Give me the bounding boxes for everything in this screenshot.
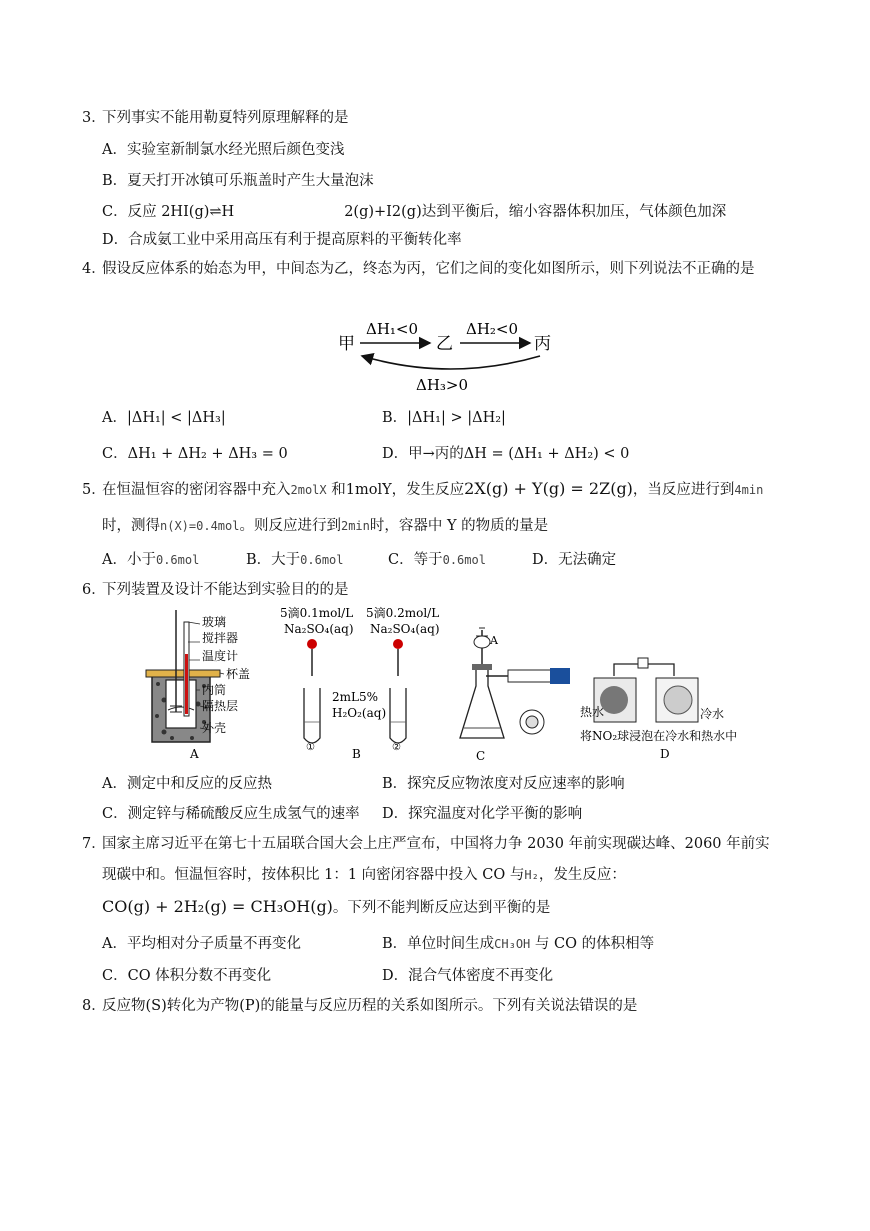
q4-option-d: D．甲→丙的ΔH = (ΔH₁ + ΔH₂) < 0 bbox=[382, 446, 630, 462]
q8-stem: 8．反应物(S)转化为产物(P)的能量与反应历程的关系如图所示。下列有关说法错误的是 bbox=[82, 998, 638, 1014]
q7-line1: 7．国家主席习近平在第七十五届联合国大会上庄严宣布，中国将力争 2030 年前实现碳达峰、2060 年前实 bbox=[82, 836, 770, 852]
q3-option-a: A．实验室新制氯水经光照后颜色变浅 bbox=[102, 142, 345, 158]
caption-b: B bbox=[352, 747, 361, 761]
label-glass: 玻璃 bbox=[202, 615, 227, 629]
q6-figure-a-calorimeter bbox=[142, 604, 282, 764]
label-tube-1: ① bbox=[306, 742, 315, 753]
label-lid: 杯盖 bbox=[226, 667, 251, 681]
label-b-left-2: Na₂SO₄(aq) bbox=[284, 622, 354, 636]
state-bing: 丙 bbox=[534, 334, 551, 354]
q6-option-d: D．探究温度对化学平衡的影响 bbox=[382, 806, 583, 822]
q3-option-c: C．反应 2HI(g)⇌H 2(g)+I2(g)达到平衡后，缩小容器体积加压，气体颜色加深 bbox=[102, 204, 727, 220]
q4-option-b: B．|ΔH₁| > |ΔH₂| bbox=[382, 410, 506, 426]
q5-option-d: D．无法确定 bbox=[532, 552, 617, 568]
q6-stem: 6．下列装置及设计不能达到实验目的的是 bbox=[82, 582, 349, 598]
label-hot-water: 热水 bbox=[580, 705, 605, 719]
q5-option-b: B．大于0.6mol bbox=[246, 552, 344, 568]
label-dh2: ΔH₂<0 bbox=[466, 320, 519, 338]
label-d-caption-text: 将NO₂球浸泡在冷水和热水中 bbox=[580, 729, 738, 743]
label-c-funnel: A bbox=[490, 634, 498, 647]
arrow-dh3 bbox=[362, 356, 540, 369]
q5-option-a: A．小于0.6mol bbox=[102, 552, 200, 568]
caption-a: A bbox=[190, 747, 199, 761]
q6-option-c: C．测定锌与稀硫酸反应生成氢气的速率 bbox=[102, 806, 360, 822]
q6-option-b: B．探究反应物浓度对反应速率的影响 bbox=[382, 776, 625, 792]
q4-enthalpy-diagram bbox=[330, 312, 570, 394]
label-shell: 外壳 bbox=[202, 721, 227, 735]
label-tube-2: ② bbox=[392, 742, 401, 753]
label-inner-cup: 内筒 bbox=[202, 683, 227, 697]
label-b-left-1: 5滴0.1mol/L bbox=[280, 606, 354, 620]
q7-option-b: B．单位时间生成CH₃OH 与 CO 的体积相等 bbox=[382, 936, 655, 952]
label-thermometer: 温度计 bbox=[202, 649, 239, 663]
q6-option-a: A．测定中和反应的反应热 bbox=[102, 776, 272, 792]
label-cold-water: 冷水 bbox=[700, 707, 725, 721]
q7-option-a: A．平均相对分子质量不再变化 bbox=[102, 936, 301, 952]
q5-line1: 5．在恒温恒容的密闭容器中充入2molX 和1molY，发生反应2X(g) + Y(g) = 2Z(g)，当反应进行到4min bbox=[82, 479, 764, 498]
label-insulation: 隔热层 bbox=[202, 699, 239, 713]
q7-option-c: C．CO 体积分数不再变化 bbox=[102, 968, 272, 984]
q6-figure-c-flask-syringe bbox=[446, 620, 576, 762]
label-dh3: ΔH₃>0 bbox=[416, 376, 469, 394]
state-jia: 甲 bbox=[338, 334, 355, 354]
q3-option-b: B．夏天打开冰镇可乐瓶盖时产生大量泡沫 bbox=[102, 173, 374, 189]
q6-figure-b-test-tubes bbox=[276, 604, 450, 764]
q7-line2: 现碳中和。恒温恒容时，按体积比 1：1 向密闭容器中投入 CO 与H₂，发生反应： bbox=[102, 867, 626, 883]
label-dh1: ΔH₁<0 bbox=[366, 320, 419, 338]
q5-option-c: C．等于0.6mol bbox=[388, 552, 486, 568]
caption-c: C bbox=[476, 749, 486, 762]
q3-stem: 3．下列事实不能用勒夏特列原理解释的是 bbox=[82, 110, 349, 126]
label-b-right-2: Na₂SO₄(aq) bbox=[370, 622, 440, 636]
label-b-h2o2-2: H₂O₂(aq) bbox=[332, 706, 387, 720]
q4-stem: 4．假设反应体系的始态为甲，中间态为乙，终态为丙，它们之间的变化如图所示，则下列说法不正确的是 bbox=[82, 261, 755, 277]
label-stirrer: 搅拌器 bbox=[202, 631, 239, 645]
q5-line2: 时，测得n(X)=0.4mol。则反应进行到2min时，容器中 Y 的物质的量是 bbox=[102, 518, 549, 534]
state-yi: 乙 bbox=[436, 334, 453, 354]
q3-option-d: D．合成氨工业中采用高压有利于提高原料的平衡转化率 bbox=[102, 232, 462, 248]
q4-option-a: A．|ΔH₁| < |ΔH₃| bbox=[102, 410, 226, 426]
caption-d: D bbox=[660, 747, 670, 761]
label-b-h2o2-1: 2mL5% bbox=[332, 690, 379, 704]
label-b-right-1: 5滴0.2mol/L bbox=[366, 606, 440, 620]
q7-option-d: D．混合气体密度不再变化 bbox=[382, 968, 554, 984]
q4-option-c: C．ΔH₁ + ΔH₂ + ΔH₃ = 0 bbox=[102, 446, 288, 462]
q6-figure-d-no2-spheres bbox=[574, 640, 764, 764]
q7-line3: CO(g) + 2H₂(g) = CH₃OH(g)。下列不能判断反应达到平衡的是 bbox=[102, 897, 551, 916]
